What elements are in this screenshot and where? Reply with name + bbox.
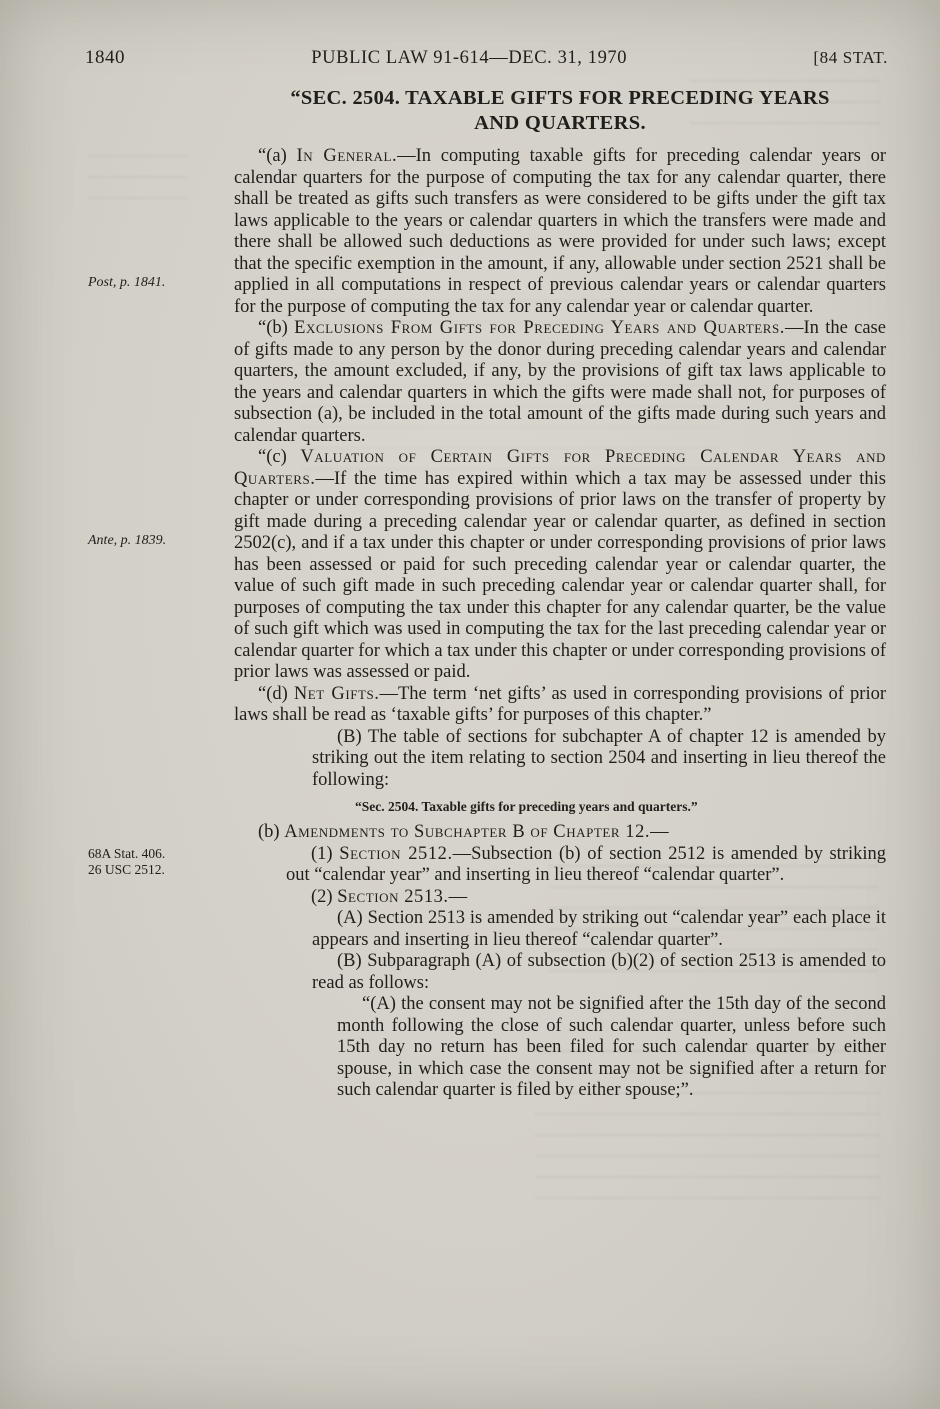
item-2-section-2513 <box>286 887 886 909</box>
paragraph-b-amendments <box>234 822 886 844</box>
paragraph-d <box>234 684 886 727</box>
paragraph-c-text: —If the time has expired within which a tax may be assessed under this chapter or under corresponding provisions of prior laws on the transfer of property by gift made during a preceding calendar year or calendar quarter, as defined in section 2502(c), and if a tax under this chapter or under corresponding provisions of prior laws has been assessed or paid for such preceding calendar year or calendar quarter, the value of such gift made in such preceding calendar year or calendar quarter shall, for purposes of computing the tax under this chapter for any calendar quarter, be the value of such gift which was used in computing the tax for the last preceding calendar year or calendar quarter for which a tax under this chapter or under corresponding provisions of prior laws was assessed or paid. <box>234 468 886 682</box>
item-1-catchline: Section 2512. <box>339 843 453 864</box>
paragraph-b-text: —In the case of gifts made to any person by the donor during preceding calendar years and calendar quarters, the amount excluded, if any, by the provisions of gift tax laws applicable to the years and calendar quarters in which the gifts were made shall not, for purposes of subsection (a), be included in the total amount of the gifts made during such years and calendar quarters. <box>234 318 886 446</box>
header-title: PUBLIC LAW 91-614—DEC. 31, 1970 <box>311 48 628 68</box>
paragraph-d-text: —The term ‘net gifts’ as used in corresponding provisions of prior laws shall be read as ‘taxable gifts’ for purposes of this chapter.” <box>234 683 886 725</box>
item-2-label: (2) <box>311 886 338 907</box>
quoted-subparagraph-A: “(A) the consent may not be signified after the 15th day of the second month following the close of such calendar quarter, unless before such 15th day no return has been filed for such calendar quarter by either spouse, in which case the consent may not be signified after a return for such calendar quarter is filed by either spouse;”. <box>337 994 886 1100</box>
item-2-catchline: Section 2513. <box>337 886 449 907</box>
margin-note-post: Post, p. 1841. <box>88 275 166 290</box>
section-heading <box>234 86 886 136</box>
paragraph-d-catchline: Net Gifts. <box>293 683 380 704</box>
header-stat-ref: [84 STAT. <box>813 48 888 67</box>
bleed-through-artifact <box>88 155 188 217</box>
item-1-text: —Subsection (b) of section 2512 is amended by striking out “calendar year” and inserting in lieu thereof “calendar quarter”. <box>286 843 886 885</box>
page-header <box>85 47 888 69</box>
item-1-section-2512 <box>88 843 886 887</box>
paragraph-a-text: —In computing taxable gifts for preceding calendar years or calendar quarters for the purpose of computing the tax for any calendar quarter, there shall be treated as gifts such transfers as were considered to be gifts under the gift tax laws applicable to the years or calendar quarters in which the transfers were made and there shall be allowed such deductions as were provided for under such laws; except that the specific exemption in the amount, if any, allowable under section 2521 shall be applied in all computations in respect of previous calendar years or calendar quarters for the purpose of computing the tax for any calendar year or calendar quarter. <box>234 146 886 317</box>
paragraph-c-catchline: Valuation of Certain Gifts for Preceding Calendar Years and Quarters. <box>234 447 886 489</box>
item-2A: (A) Section 2513 is amended by striking out “calendar year” each place it appears and inserting in lieu thereof “calendar quarter”. <box>312 908 886 950</box>
margin-note-stat-line2: 26 USC 2512. <box>88 862 165 877</box>
paragraph-b-catchline: Exclusions From Gifts for Preceding Years and Quarters. <box>294 318 785 338</box>
paragraph-b-amendments-text: — <box>650 822 669 842</box>
paragraph-c <box>88 447 886 684</box>
table-of-sections-entry: “Sec. 2504. Taxable gifts for preceding years and quarters.” <box>355 799 698 814</box>
paragraph-b-amendments-label: (b) <box>258 822 285 842</box>
paragraph-b-label: “(b) <box>258 318 295 338</box>
paragraph-d-label: “(d) <box>258 683 294 704</box>
margin-note-stat-cite <box>88 846 220 879</box>
item-2-text: — <box>448 886 468 907</box>
section-heading-line1: “SEC. 2504. TAXABLE GIFTS FOR PRECEDING YEARS <box>290 87 830 109</box>
margin-note-ante: Ante, p. 1839. <box>88 533 167 548</box>
text-column <box>88 86 886 1102</box>
paragraph-b <box>234 318 886 447</box>
paragraph-a-label: “(a) <box>258 146 297 166</box>
item-1-label: (1) <box>311 843 340 864</box>
margin-note-stat-line1: 68A Stat. 406. <box>88 845 166 861</box>
paragraph-a <box>88 146 886 318</box>
paragraph-b-amendments-catchline: Amendments to Subchapter B of Chapter 12. <box>284 822 651 842</box>
paragraph-a-catchline: In General. <box>296 146 398 166</box>
page-number: 1840 <box>85 47 125 68</box>
paragraph-table-amendment: (B) The table of sections for subchapter A of chapter 12 is amended by striking out the item relating to section 2504 and inserting in lieu thereof the following: <box>312 726 886 790</box>
item-2B: (B) Subparagraph (A) of subsection (b)(2) of section 2513 is amended to read as follows: <box>312 951 886 993</box>
paragraph-c-label: “(c) <box>258 447 301 467</box>
section-heading-line2: AND QUARTERS. <box>474 112 646 134</box>
